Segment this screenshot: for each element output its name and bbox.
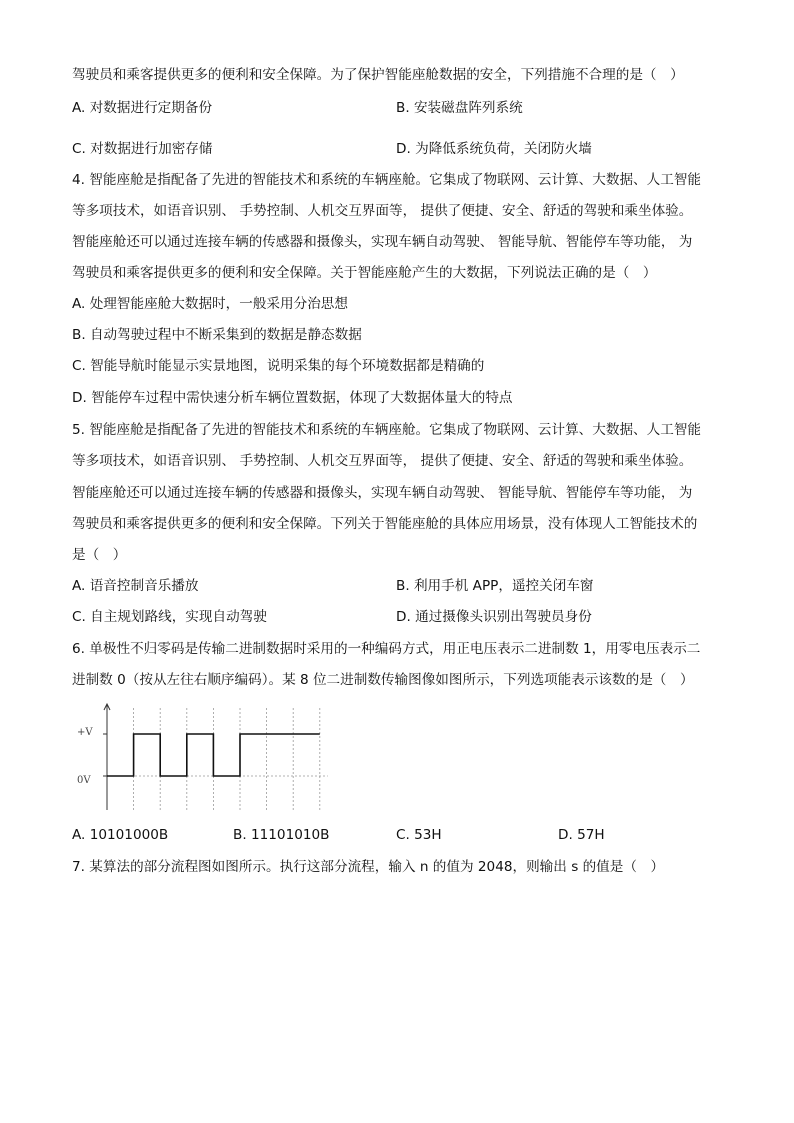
q6-line-1: 6. 单极性不归零码是传输二进制数据时采用的一种编码方式，用正电压表示二进制数 1，用零电压表示二 (72, 641, 701, 657)
q4-line-3: 智能座舱还可以通过连接车辆的传感器和摄像头，实现车辆自动驾驶、 智能导航、智能停车等功能， 为 (72, 234, 693, 250)
q6-option-a: A. 10101000B (72, 827, 169, 843)
q5-option-c: C. 自主规划路线，实现自动驾驶 (72, 609, 267, 625)
q4-line-4: 驾驶员和乘客提供更多的便利和安全保障。关于智能座舱产生的大数据，下列说法正确的是（ ） (72, 265, 657, 281)
q5-option-b: B. 利用手机 APP，遥控关闭车窗 (396, 578, 594, 594)
q6-line-2: 进制数 0（按从左往右顺序编码）。某 8 位二进制数传输图像如图所示，下列选项能表示该数的是（ ） (72, 672, 694, 688)
plus-v-label: +V (77, 727, 93, 738)
q3-option-c: C. 对数据进行加密存储 (72, 141, 213, 157)
q5-line-2: 等多项技术，如语音识别、 手势控制、人机交互界面等， 提供了便捷、安全、舒适的驾驶和乘坐体验。 (72, 453, 693, 469)
nrz-signal-line (107, 734, 320, 776)
q6-option-d: D. 57H (558, 827, 605, 843)
q3-option-a: A. 对数据进行定期备份 (72, 100, 213, 116)
q5-option-a: A. 语音控制音乐播放 (72, 578, 199, 594)
q3-option-d: D. 为降低系统负荷，关闭防火墙 (396, 141, 592, 157)
q6-option-b: B. 11101010B (233, 827, 330, 843)
q4-option-c: C. 智能导航时能显示实景地图，说明采集的每个环境数据都是精确的 (72, 358, 485, 374)
q5-line-5: 是（ ） (72, 547, 127, 563)
q4-option-d: D. 智能停车过程中需快速分析车辆位置数据，体现了大数据体量大的特点 (72, 390, 513, 406)
q4-line-1: 4. 智能座舱是指配备了先进的智能技术和系统的车辆座舱。它集成了物联网、云计算、大数据、人工智能 (72, 172, 702, 188)
q3-stem: 驾驶员和乘客提供更多的便利和安全保障。为了保护智能座舱数据的安全，下列措施不合理的是（ ） (72, 67, 684, 83)
q4-option-b: B. 自动驾驶过程中不断采集到的数据是静态数据 (72, 327, 362, 343)
q5-option-d: D. 通过摄像头识别出驾驶员身份 (396, 609, 592, 625)
q7-stem: 7. 某算法的部分流程图如图所示。执行这部分流程，输入 n 的值为 2048，则输出 s 的值是（ ） (72, 859, 665, 875)
q5-line-4: 驾驶员和乘客提供更多的便利和安全保障。下列关于智能座舱的具体应用场景，没有体现人工智能技术的 (72, 516, 698, 532)
q5-line-3: 智能座舱还可以通过连接车辆的传感器和摄像头，实现车辆自动驾驶、 智能导航、智能停车等功能， 为 (72, 485, 693, 501)
zero-v-label: 0V (77, 775, 91, 786)
q3-option-b: B. 安装磁盘阵列系统 (396, 100, 523, 116)
nrz-signal-chart (60, 700, 330, 820)
q4-line-2: 等多项技术，如语音识别、 手势控制、人机交互界面等， 提供了便捷、安全、舒适的驾驶和乘坐体验。 (72, 203, 693, 219)
q5-line-1: 5. 智能座舱是指配备了先进的智能技术和系统的车辆座舱。它集成了物联网、云计算、大数据、人工智能 (72, 422, 702, 438)
q6-option-c: C. 53H (396, 827, 442, 843)
q4-option-a: A. 处理智能座舱大数据时，一般采用分治思想 (72, 296, 348, 312)
